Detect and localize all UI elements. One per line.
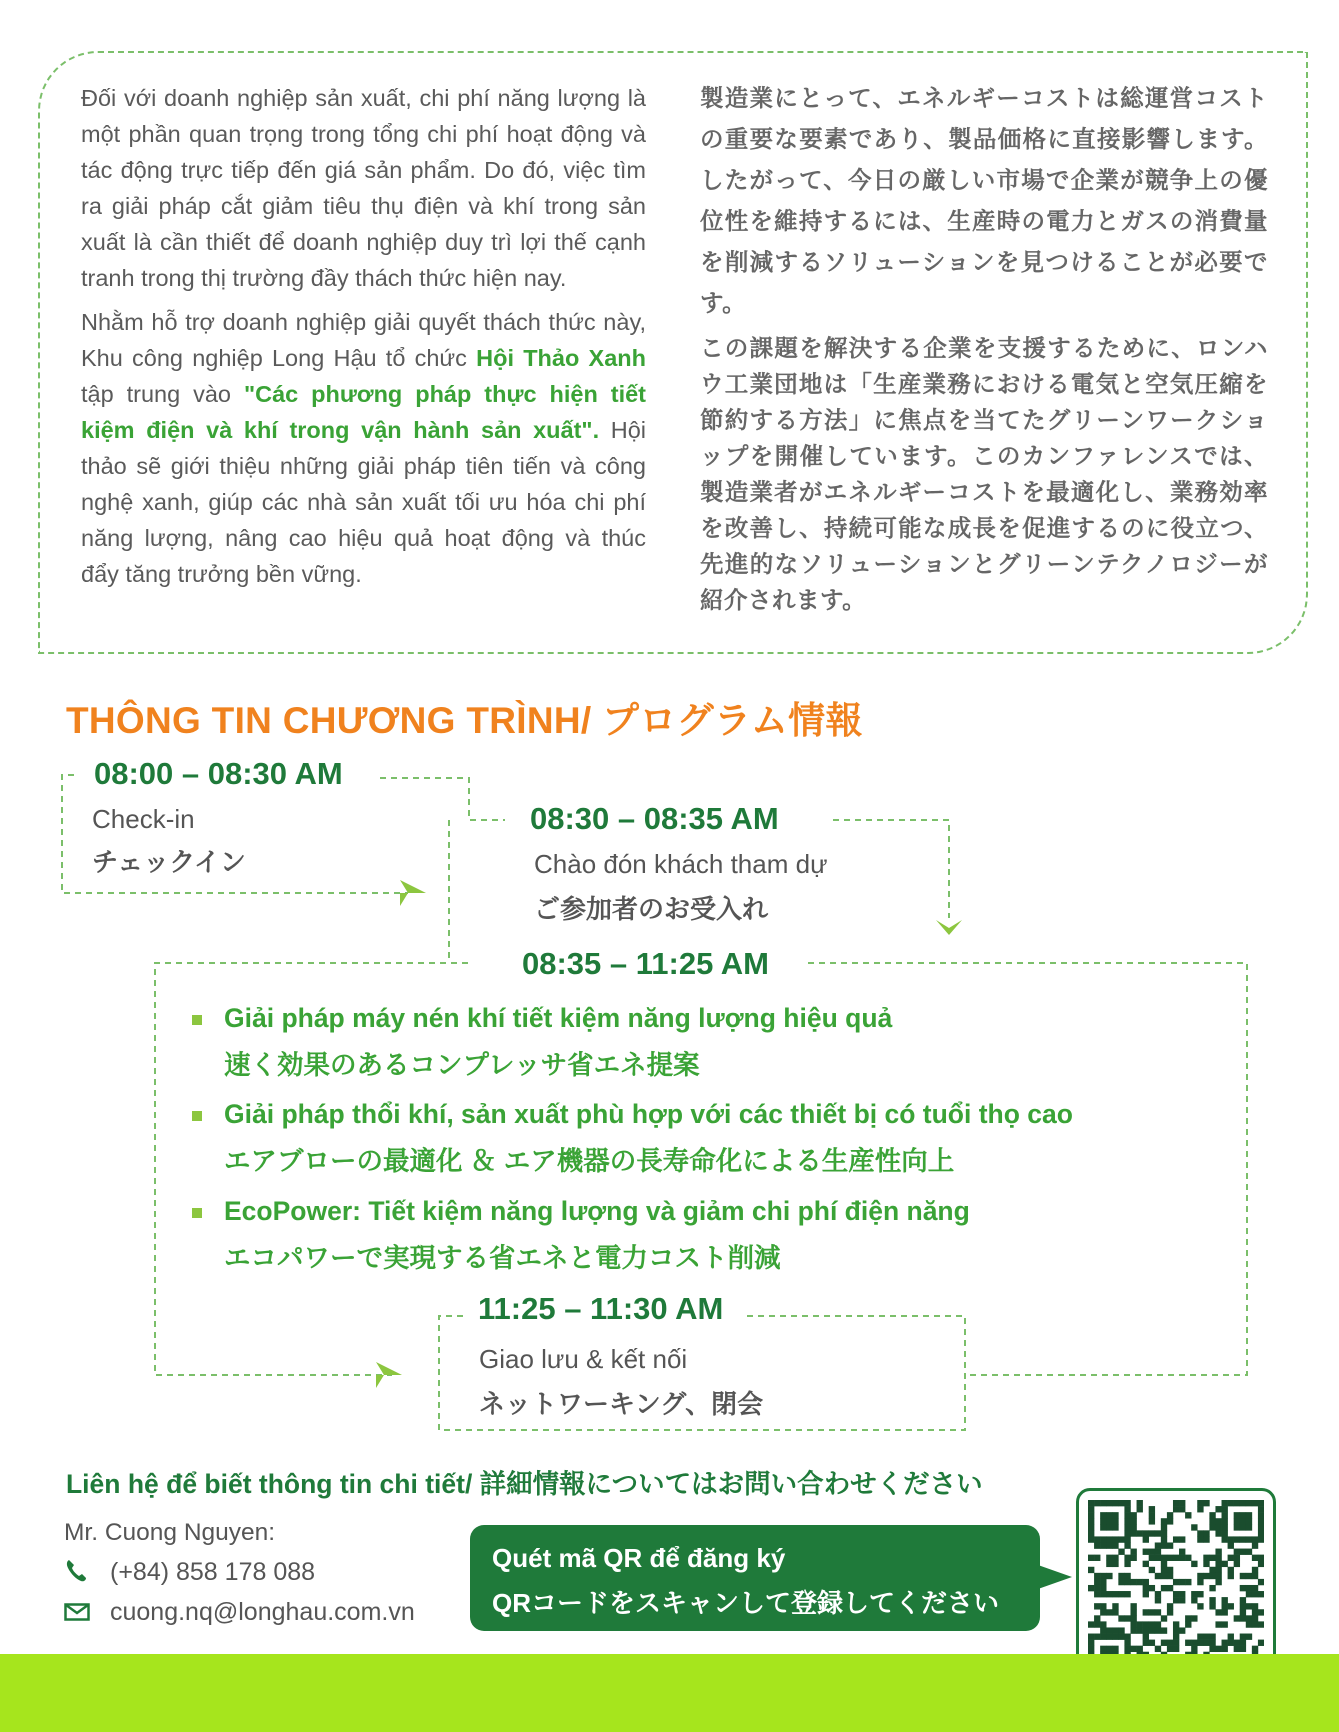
- slot2-vi: Chào đón khách tham dự: [534, 849, 828, 879]
- agenda-item-vi: Giải pháp máy nén khí tiết kiệm năng lượng hiệu quả: [224, 1003, 893, 1033]
- phone-icon: [64, 1558, 88, 1584]
- highlight-topic: "Các phương pháp thực hiện tiết kiệm điện và khí trong vận hành sản xuất".: [81, 381, 647, 443]
- slot4-jp: ネットワーキング、閉会: [479, 1389, 764, 1419]
- slot1-vi: Check-in: [92, 804, 195, 834]
- bullet-icon: [192, 1015, 202, 1025]
- slot4-vi: Giao lưu & kết nối: [479, 1344, 688, 1374]
- mail-icon: [64, 1603, 90, 1621]
- agenda-item-jp: 速く効果のあるコンプレッサ省エネ提案: [224, 1050, 700, 1080]
- agenda-item-jp: エアブローの最適化 ＆ エア機器の長寿命化による生産性向上: [224, 1146, 955, 1176]
- slot2-connector: [833, 820, 949, 918]
- slot1-jp: チェックイン: [92, 847, 246, 877]
- agenda-item-vi: Giải pháp thổi khí, sản xuất phù hợp với các thiết bị có tuổi thọ cao: [224, 1099, 1073, 1129]
- intro-vi-text: Hội thảo sẽ giới thiệu những giải pháp tiên tiến và công nghệ xanh, giúp các nhà sản xuất tối ưu hóa chi phí năng lượng, nâng cao hiệu quả hoạt động và thúc đẩy tăng trưởng bền vững.: [81, 417, 646, 587]
- slot3-time: 08:35 – 11:25 AM: [512, 946, 779, 982]
- slot1-time: 08:00 – 08:30 AM: [84, 756, 353, 792]
- contact-phone[interactable]: (+84) 858 178 088: [110, 1558, 316, 1586]
- contact-email[interactable]: cuong.nq@longhau.com.vn: [110, 1598, 415, 1626]
- qr-code-icon: [1088, 1500, 1264, 1676]
- qr-callout-vi: Quét mã QR để đăng ký: [492, 1543, 786, 1573]
- bullet-icon: [192, 1208, 202, 1218]
- highlight-green-workshop: Hội Thảo Xanh: [476, 345, 646, 371]
- callout-pointer-icon: [1038, 1565, 1072, 1589]
- contact-name: Mr. Cuong Nguyen:: [64, 1519, 276, 1546]
- arrow-right-icon: [376, 1362, 402, 1388]
- slot2-time: 08:30 – 08:35 AM: [520, 801, 789, 837]
- qr-callout-jp: QRコードをスキャンして登録してください: [492, 1588, 1000, 1618]
- slot4-time: 11:25 – 11:30 AM: [468, 1291, 733, 1327]
- footer-band: [0, 1654, 1339, 1732]
- agenda-item-vi: EcoPower: Tiết kiệm năng lượng và giảm chi phí điện năng: [224, 1196, 970, 1226]
- bullet-icon: [192, 1111, 202, 1121]
- program-title: THÔNG TIN CHƯƠNG TRÌNH/ プログラム情報: [66, 700, 863, 741]
- arrow-down-icon: [936, 920, 962, 935]
- arrow-right-icon: [400, 880, 426, 906]
- slot1-connector: [380, 778, 505, 820]
- agenda-item-jp: エコパワーで実現する省エネと電力コスト削減: [224, 1243, 781, 1273]
- intro-vi-text: tập trung vào: [81, 381, 244, 407]
- qr-callout: [470, 1525, 1040, 1631]
- intro-vi-text: Nhằm hỗ trợ doanh nghiệp giải quyết thách thức này, Khu công nghiệp Long Hậu tổ chức: [81, 309, 646, 371]
- slot2-jp: ご参加者のお受入れ: [534, 894, 769, 924]
- intro-jp-paragraph-2: この課題を解決する企業を支援するために、ロンハウ工業団地は「生産業務における電気と空気圧縮を節約する方法」に焦点を当てたグリーンワークショップを開催しています。このカンファレンスでは、製造業者がエネルギーコストを最適化し、業務効率を改善し、持続可能な成長を促進するのに役立つ、先進的なソリューションとグリーンテクノロジーが紹介されます。: [700, 335, 1268, 613]
- intro-vi-paragraph-1: Đối với doanh nghiệp sản xuất, chi phí năng lượng là một phần quan trọng trong tổng chi phí hoạt động và tác động trực tiếp đến giá sản phẩm. Do đó, việc tìm ra giải pháp cắt giảm tiêu thụ điện và khí trong sản xuất là cần thiết để doanh nghiệp duy trì lợi thế cạnh tranh trong thị trường đầy thách thức hiện nay.: [81, 85, 646, 291]
- contact-title: Liên hệ để biết thông tin chi tiết/ 詳細情報についてはお問い合わせください: [66, 1469, 983, 1499]
- intro-jp-paragraph-1: 製造業にとって、エネルギーコストは総運営コストの重要な要素であり、製品価格に直接影響します。したがって、今日の厳しい市場で企業が競争上の優位性を維持するには、生産時の電力とガスの消費量を削減するソリューションを見つけることが必要です。: [700, 85, 1268, 316]
